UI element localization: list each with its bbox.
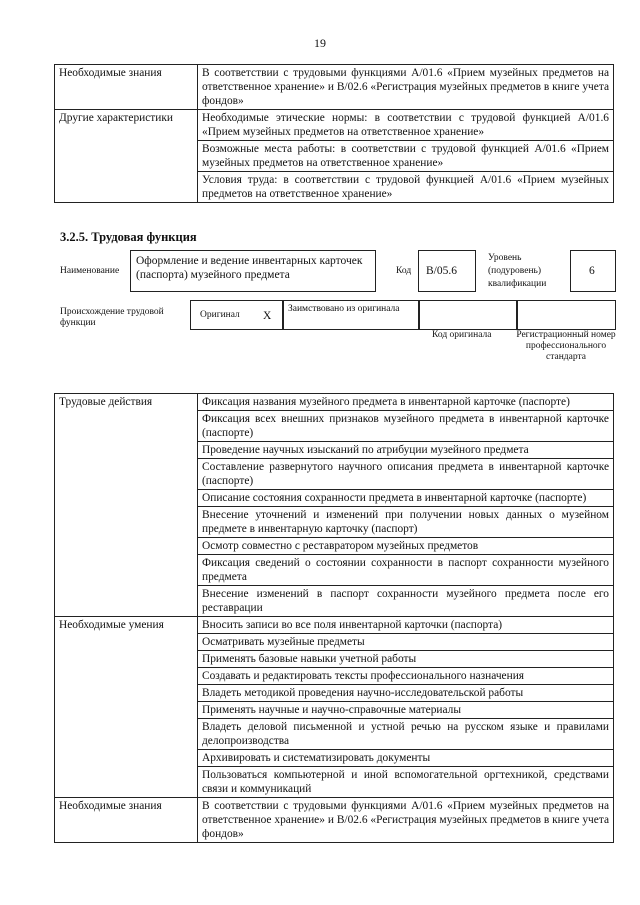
code-value: В/05.6 [426, 265, 457, 277]
row-item-text: Необходимые этические нормы: в соответствии с трудовой функцией А/01.6 «Прием музейных предметов на ответственное хранение» [198, 110, 614, 141]
row-item-text: Фиксация названия музейного предмета в инвентарной карточке (паспорте) [198, 394, 614, 411]
row-item-text: Пользоваться компьютерной и иной вспомогательной оргтехникой, средствами связи и коммуникаций [198, 767, 614, 798]
code-original-label: Код оригинала [432, 330, 492, 340]
row-group-label: Другие характеристики [55, 110, 198, 203]
origin-label: Происхождение трудовой функции [60, 307, 164, 328]
section-title: 3.2.5. Трудовая функция [60, 230, 197, 244]
row-item-text: Составление развернутого научного описания предмета в инвентарной карточке (паспорте) [198, 459, 614, 490]
row-group-label: Необходимые умения [55, 617, 198, 798]
page-number: 19 [314, 36, 326, 50]
table-row [55, 394, 614, 411]
row-item-text: Применять научные и научно-справочные материалы [198, 702, 614, 719]
row-item-text: В соответствии с трудовыми функциями А/01.6 «Прием музейных предметов на ответственное хранение» и В/02.6 «Регистрация музейных предметов в книге учета фондов» [198, 65, 614, 110]
code-label: Код [396, 266, 412, 276]
code-original-box [418, 300, 518, 330]
table-row [55, 798, 614, 843]
row-group-label: Необходимые знания [55, 65, 198, 110]
name-value: Оформление и ведение инвентарных карточек (паспорта) музейного предмета [136, 255, 363, 281]
row-item-text: Осматривать музейные предметы [198, 634, 614, 651]
row-item-text: Осмотр совместно с реставратором музейных предметов [198, 538, 614, 555]
original-label: Оригинал [200, 310, 240, 320]
reg-number-label: Регистрационный номер профессионального стандарта [516, 330, 616, 362]
name-label: Наименование [60, 266, 120, 276]
row-item-text: Описание состояния сохранности предмета в инвентарной карточке (паспорте) [198, 490, 614, 507]
row-item-text: Архивировать и систематизировать документы [198, 750, 614, 767]
row-item-text: Условия труда: в соответствии с трудовой функцией А/01.6 «Прием музейных предметов на ответственное хранение» [198, 172, 614, 203]
level-value: 6 [589, 265, 595, 277]
row-group-label: Трудовые действия [55, 394, 198, 617]
row-item-text: Возможные места работы: в соответствии с трудовой функцией А/01.6 «Прием музейных предметов на ответственное хранение» [198, 141, 614, 172]
borrowed-label: Заимствовано из оригинала [288, 304, 400, 314]
row-item-text: В соответствии с трудовыми функциями А/01.6 «Прием музейных предметов на ответственное хранение» и В/02.6 «Регистрация музейных предметов в книге учета фондов» [198, 798, 614, 843]
row-item-text: Фиксация сведений о состоянии сохранности в паспорт сохранности музейного предмета [198, 555, 614, 586]
table-row [55, 65, 614, 110]
row-item-text: Владеть методикой проведения научно-исследовательской работы [198, 685, 614, 702]
top-characteristics-table [54, 64, 614, 203]
row-item-text: Применять базовые навыки учетной работы [198, 651, 614, 668]
row-group-label: Необходимые знания [55, 798, 198, 843]
row-item-text: Проведение научных изысканий по атрибуции музейного предмета [198, 442, 614, 459]
row-item-text: Владеть деловой письменной и устной речью на русском языке и правилами делопроизводства [198, 719, 614, 750]
level-label: Уровень (подуровень) квалификации [488, 253, 547, 289]
row-item-text: Внесение изменений в паспорт сохранности музейного предмета после его реставрации [198, 586, 614, 617]
row-item-text: Вносить записи во все поля инвентарной карточки (паспорта) [198, 617, 614, 634]
table-row [55, 617, 614, 634]
bottom-function-table [54, 393, 614, 843]
row-item-text: Внесение уточнений и изменений при получении новых данных о музейном предмете в инвентарную карточку (паспорт) [198, 507, 614, 538]
original-mark: X [263, 310, 272, 322]
table-row [55, 110, 614, 141]
reg-number-box [516, 300, 616, 330]
row-item-text: Фиксация всех внешних признаков музейного предмета в инвентарной карточке (паспорте) [198, 411, 614, 442]
row-item-text: Создавать и редактировать тексты профессионального назначения [198, 668, 614, 685]
